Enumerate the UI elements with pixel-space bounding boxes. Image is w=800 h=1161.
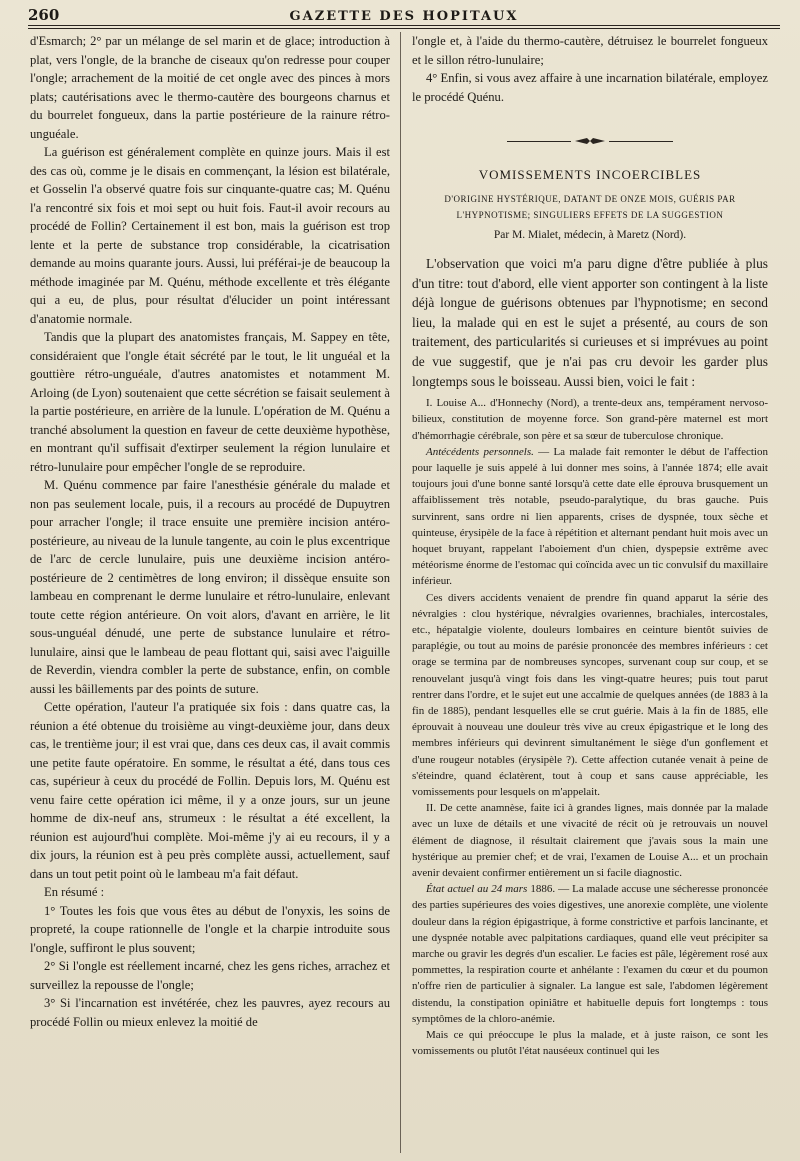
section-ornament: [412, 136, 768, 146]
list-item: 2° Si l'ongle est réellement incarné, chez les gens riches, arrachez et surveillez la repousse de l'ongle;: [30, 959, 390, 992]
paragraph: l'ongle et, à l'aide du thermo-cautère, détruisez le bourrelet fongueux et le sillon rétro-lunulaire;: [412, 34, 768, 67]
paragraph: En résumé :: [44, 885, 105, 899]
paragraph: La guérison est généralement complète en quinze jours. Mais il est des cas où, comme je le disais en commençant, la lésion est bilatérale, et Gosselin l'a observé quatre fois sur cinquante-quatre cas; M. Quénu l'a rencontré six fois et moi sept ou huit fois. Faut-il avoir recours au procédé de Follin? Certainement il est bon, mais la guérison est trop lente et la perte de substance trop considérable, la cicatrisation demande au moins quarante jours. Aussi, lui préférai-je de beaucoup la méthode imaginée par M. Quénu, méthode excellente et très élégante qui a eu, de plus, pour résultat d'élucider un point intéressant d'anatomie normale.: [30, 145, 390, 326]
page-header: [28, 2, 780, 24]
article-subtitle: D'ORIGINE HYSTÉRIQUE, DATANT DE ONZE MOIS, GUÉRIS PAR L'HYPNOTISME; SINGULIERS EFFETS DE LA SUGGESTION: [444, 193, 736, 220]
running-title: GAZETTE DES HOPITAUX: [289, 9, 519, 24]
paragraph: [412, 444, 768, 590]
section-label: Antécédents personnels.: [426, 445, 534, 458]
list-item: 3° Si l'incarnation est invétérée, chez les pauvres, ayez recours au procédé Follin ou mieux enlevez la moitié de: [30, 996, 390, 1029]
paragraph: Cette opération, l'auteur l'a pratiquée six fois : dans quatre cas, la réunion a été obtenue du troisième au vingt-deuxième jour, dans deux cas, le trentième jour; il est vrai que, dans ces deux cas, il avait commis une petite faute opératoire. En somme, le résultat a été, dans tous ces cas, supérieur à ceux du procédé de Follin. Depuis lors, M. Quénu est venu faire cette opération ici même, il y a onze jours, sur un jeune homme de dix-neuf ans, strumeux : le résultat a été excellent, la réunion est aujourd'hui complète. Moi-même j'y ai eu recours, il y a dix jours, la réunion est à peu près complète aussi, actuellement, sauf dans un tout petit point où le lambeau m'a fait défaut.: [30, 700, 390, 881]
paragraph-text: 1886. — La malade accuse une sécheresse prononcée des parties supérieures des voies digestives, une anorexie complète, une violente douleur dans la région épigastrique, à forme constrictive et parfois lancinante, et une dyspnée notable avec palpitations cardiaques, quand elle veut précipiter sa marche ou gravir les degrés d'un escalier. Le facies est pâle, légèrement rosé aux pommettes, la respiration courte et anhélante : l'examen du cœur et du poumon n'offre rien de particulier à signaler. La langue est sale, l'abdomen légèrement distendu, la constipation opiniâtre et habituelle depuis fort longtemps : tous symptômes de la chloro-anémie.: [412, 883, 768, 1025]
paragraph: [412, 881, 768, 1027]
paragraph-text: — La malade fait remonter le début de l'affection pour laquelle je suis appelé à lui donner mes soins, à l'année 1874; elle avait toujours joui d'une bonne santé lorsqu'à cette date elle éprouva brusquement un affaiblissement très notable, pseudo-paralytique, du bras gauche. Puis survinrent, sans ordre ni lien apparents, crises de dyspnée, toux sèche et quinteuse, érysipèle de la face à répétition et alternant pendant huit mois avec un hoquet bruyant, rappelant l'aboiement d'un chien, dyspepsie extrême avec météorisme énorme de l'estomac qui coïncida avec un tic convulsif du maxillaire inférieur.: [412, 445, 768, 588]
header-rule: [28, 25, 780, 29]
article-title: VOMISSEMENTS INCOERCIBLES: [478, 167, 702, 182]
column-divider: [400, 32, 401, 1153]
paragraph: II. De cette anamnèse, faite ici à grandes lignes, mais donnée par la malade avec un luxe de détails et une vivacité de récit où je retrouvais un nouvel élément de diagnose, il résultait clairement que j'avais sous la main une hystérique au premier chef; et de vrai, l'examen de Louise A... et un prochain avenir devaient confirmer entièrement un si facile diagnostic.: [412, 802, 768, 880]
list-item: 1° Toutes les fois que vous êtes au début de l'onyxis, les soins de propreté, la coupe rationnelle de l'ongle et la charpie introduite sous l'ongle, suffiront le plus souvent;: [30, 903, 390, 955]
left-column: [30, 32, 390, 1153]
right-column: [412, 32, 768, 1153]
ornament-icon: [575, 137, 605, 145]
page-number: 260: [28, 6, 60, 24]
lead-paragraph: L'observation que voici m'a paru digne d'être publiée à plus d'un titre: tout d'abord, elle vient apporter son contingent à la liste déjà longue de guérisons obtenues par l'hypnotisme; en second lieu, la malade qui en est le sujet a présenté, au cours de son traitement, des particularités si curieuses et si imprévues au point de vue suggestif, que je n'ai pas cru devoir les garder plus longtemps sous le boisseau. Aussi bien, voici le fait :: [412, 256, 768, 389]
paragraph: I. Louise A... d'Honnechy (Nord), a trente-deux ans, tempérament nervoso-bilieux, constitution de moyenne force. Son grand-père maternel est mort d'hémorrhagie cérébrale, son père et sa sœur de tuberculose chronique.: [412, 397, 768, 442]
paragraph: Tandis que la plupart des anatomistes français, M. Sappey en tête, considéraient que l'ongle était sécrété par le tout, le lit unguéal et la gouttière rétro-unguéale, d'autres anatomistes et notamment M. Arloing (de Lyon) soutenaient que cette sécrétion se faisait seulement à la partie postérieure, en arrière de la lunule. L'opération de M. Quénu a tranché absolument la question en faveur de cette deuxième hypothèse, en montrant qu'il suffisait d'extirper seulement la région lunulaire et rétro-lunulaire pour empêcher l'ongle de se reproduire.: [30, 330, 390, 474]
paragraph: Mais ce qui préoccupe le plus la malade, et à juste raison, ce sont les vomissements ou plutôt l'état nauséeux continuel qui les: [412, 1029, 768, 1058]
list-item: 4° Enfin, si vous avez affaire à une incarnation bilatérale, employez le procédé Quénu.: [412, 71, 768, 104]
paragraph: M. Quénu commence par faire l'anesthésie générale du malade et non pas seulement locale, puis, il a recours au procédé de Dupuytren pour arracher l'ongle; il trace ensuite une première incision antéro-postérieure, au niveau de la lunule tangente, au coin le plus excentrique de l'arc de cercle lunulaire, puis une deuxième incision antéro-postérieure de 2 centimètres de long environ; il dissèque ensuite son lambeau en comprenant le derme lunulaire et rétro-lunulaire, enlevant toute cette région antérieure. On voit alors, d'avant en arrière, le lit sous-unguéal dénudé, une perte de substance lunulaire et rétro-lunulaire, ainsi que le lambeau de peau flottant qui, saisi avec l'aiguille de Reverdin, viendra combler la perte de substance, enfin, on comble aussi les bâillements par des points de suture.: [30, 478, 390, 696]
section-label: État actuel au 24 mars: [426, 883, 528, 896]
article-byline: Par M. Mialet, médecin, à Maretz (Nord).: [493, 228, 687, 241]
paragraph: d'Esmarch; 2° par un mélange de sel marin et de glace; introduction à plat, vers l'ongle, de la branche de ciseaux qu'on redresse pour couper l'ongle; arrachement de la moitié de cet ongle avec des pinces à mors plats; cautérisations avec le thermo-cautère des bourgeons charnus et du bourrelet fongueux, dans la partie postérieure de la rainure rétro-unguéale.: [30, 34, 390, 141]
paragraph: Ces divers accidents venaient de prendre fin quand apparut la série des névralgies : clou hystérique, névralgies ovariennes, brachiales, intercostales, etc., hépatalgie violente, douleurs lombaires en ceinture bientôt suivies de paraplégie, ou tout au moins de parésie prononcée des membres inférieurs : cet orage se termina par de nombreuses syncopes, survenant coup sur coup, et se renouvelant jusqu'à vingt fois dans les vingt-quatre heures; puis tout parut rentrer dans l'ordre, et le sujet eut une accalmie de quelques années (de 1883 à la fin de 1885), pendant lesquelles elle se crut guérie. Mais à la fin de 1885, elle éprouvait à nouveau une douleur très vive au creux épigastrique et le long des membres inférieurs qui devinrent simultanément le siège d'un gonflement et d'une rougeur notables (érysipèle ?). Cette affection cutanée venait à peine de s'éteindre, quand éclatèrent, tout à coup et sans cause appréciable, les vomissements pour lesquels on m'appelait.: [412, 591, 768, 799]
